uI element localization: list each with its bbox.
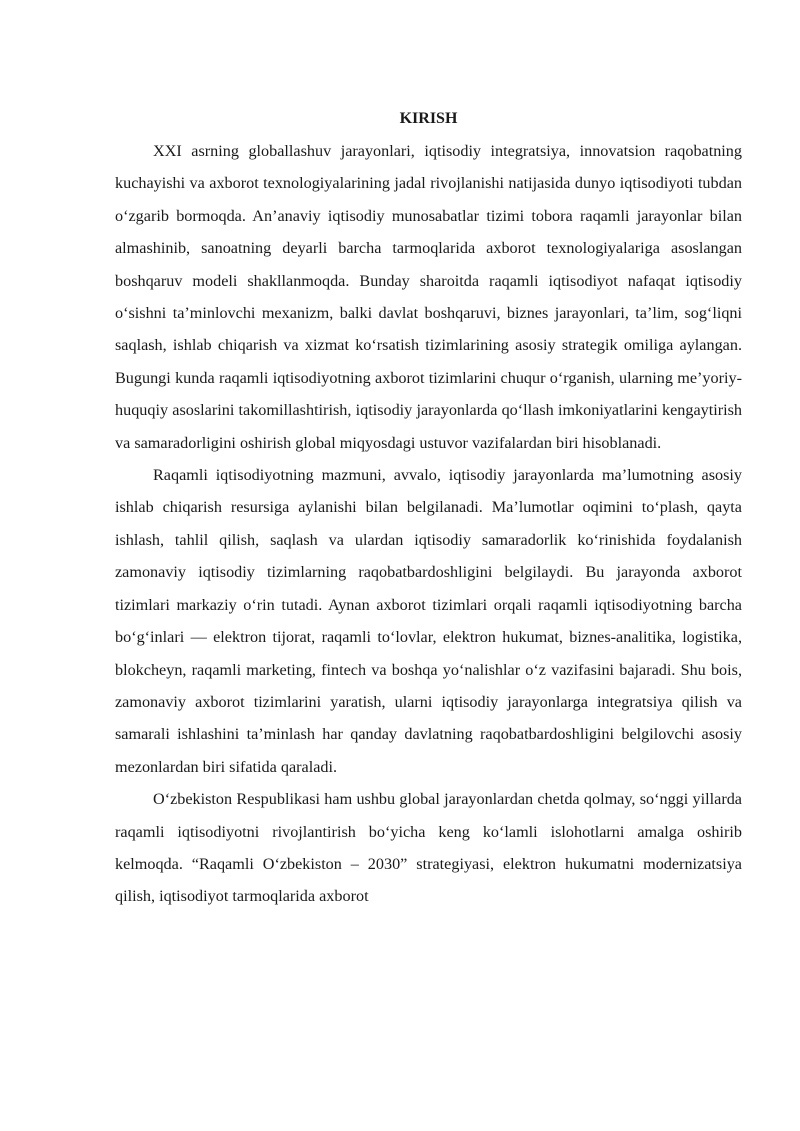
paragraph-1: XXI asrning globallashuv jarayonlari, iqtisodiy integratsiya, innovatsion raqobatning kuchayishi va axborot texnologiyalarining jadal rivojlanishi natijasida dunyo iqtisodiyoti tubdan o‘zgarib bormoqda. An’anaviy iqtisodiy munosabatlar tizimi tobora raqamli jarayonlar bilan almashinib, sanoatning deyarli barcha tarmoqlarida axborot texnologiyalariga asoslangan boshqaruv modeli shakllanmoqda. Bunday sharoitda raqamli iqtisodiyot nafaqat iqtisodiy o‘sishni ta’minlovchi mexanizm, balki davlat boshqaruvi, biznes jarayonlari, ta’lim, sog‘liqni saqlash, ishlab chiqarish va xizmat ko‘rsatish tizimlarining asosiy strategik omiliga aylangan. Bugungi kunda raqamli iqtisodiyotning axborot tizimlarini chuqur o‘rganish, ularning me’yoriy-huquqiy asoslarini takomillashtirish, iqtisodiy jarayonlarda qo‘llash imkoniyatlarini kengaytirish va samaradorligini oshirish global miqyosdagi ustuvor vazifalardan biri hisoblanadi. — [115, 142, 742, 452]
document-body — [115, 103, 742, 913]
section-heading: KIRISH — [399, 110, 458, 127]
paragraph-3: O‘zbekiston Respublikasi ham ushbu global jarayonlardan chetda qolmay, so‘nggi yillarda raqamli iqtisodiyotni rivojlantirish bo‘yicha keng ko‘lamli islohotlarni amalga oshirib kelmoqda. “Raqamli O‘zbekiston – 2030” strategiyasi, elektron hukumatni modernizatsiya qilish, iqtisodiyot tarmoqlarida axborot — [115, 790, 742, 906]
paragraph-2: Raqamli iqtisodiyotning mazmuni, avvalo, iqtisodiy jarayonlarda ma’lumotning asosiy ishlab chiqarish resursiga aylanishi bilan belgilanadi. Ma’lumotlar oqimini to‘plash, qayta ishlash, tahlil qilish, saqlash va ulardan iqtisodiy samaradorlik ko‘rinishida foydalanish zamonaviy iqtisodiy tizimlarning raqobatbardoshligini belgilaydi. Bu jarayonda axborot tizimlari markaziy o‘rin tutadi. Aynan axborot tizimlari orqali raqamli iqtisodiyotning barcha bo‘g‘inlari — elektron tijorat, raqamli to‘lovlar, elektron hukumat, biznes-analitika, logistika, blokcheyn, raqamli marketing, fintech va boshqa yo‘nalishlar o‘z vazifasini bajaradi. Shu bois, zamonaviy axborot tizimlarini yaratish, ularni iqtisodiy jarayonlarga integratsiya qilish va samarali ishlashini ta’minlash har qanday davlatning raqobatbardoshligini belgilovchi asosiy mezonlardan biri sifatida qaraladi. — [115, 466, 742, 776]
